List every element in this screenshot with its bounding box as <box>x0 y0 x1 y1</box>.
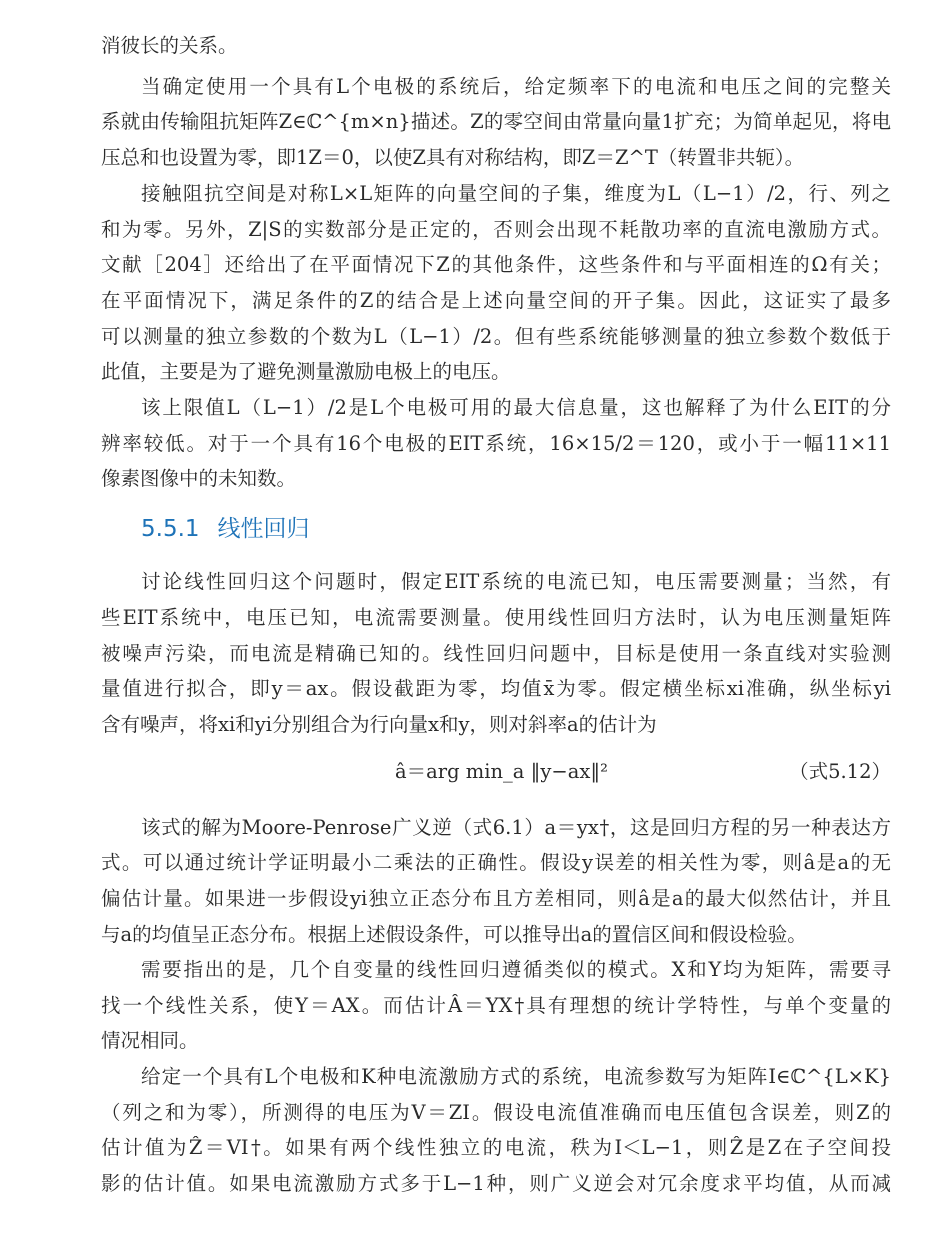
text-line: 系就由传输阻抗矩阵Z∈ℂ^{m×n}描述。Z的零空间由常量向量1扩充；为简单起见，将电 <box>101 110 891 133</box>
text-line: 文献［204］还给出了在平面情况下Z的其他条件，这些条件和与平面相连的Ω有关； <box>101 253 891 276</box>
equation-number: （式5.12） <box>789 760 891 783</box>
text-line: 些EIT系统中，电压已知，电流需要测量。使用线性回归方法时，认为电压测量矩阵 <box>101 606 891 629</box>
text-line: 压总和也设置为零，即1Z＝0，以使Z具有对称结构，即Z＝Z^T（转置非共轭）。 <box>101 146 805 169</box>
text-line: 该式的解为Moore-Penrose广义逆（式6.1）a＝yx†，这是回归方程的另一种表达方 <box>141 816 891 839</box>
text-line: 消彼长的关系。 <box>101 34 238 57</box>
text-line: 给定一个具有L个电极和K种电流激励方式的系统，电流参数写为矩阵I∈ℂ^{L×K} <box>141 1065 891 1088</box>
text-line: 情况相同。 <box>101 1029 199 1052</box>
text-line: 偏估计量。如果进一步假设yi独立正态分布且方差相同，则â是a的最大似然估计，并且 <box>101 887 891 910</box>
text-line: 当确定使用一个具有L个电极的系统后，给定频率下的电流和电压之间的完整关 <box>141 75 891 98</box>
text-line: 此值，主要是为了避免测量激励电极上的电压。 <box>101 360 511 383</box>
section-number: 5.5.1 <box>141 516 200 542</box>
text-line: 辨率较低。对于一个具有16个电极的EIT系统，16×15/2＝120，或小于一幅11×11 <box>101 432 891 455</box>
text-line: 被噪声污染，而电流是精确已知的。线性回归问题中，目标是使用一条直线对实验测 <box>101 642 891 665</box>
text-line: 接触阻抗空间是对称L×L矩阵的向量空间的子集，维度为L（L−1）/2，行、列之 <box>141 182 891 205</box>
text-line: 影的估计值。如果电流激励方式多于L−1种，则广义逆会对冗余度求平均值，从而减 <box>101 1172 891 1195</box>
text-line: 含有噪声，将xi和yi分别组合为行向量x和y，则对斜率a的估计为 <box>101 713 657 736</box>
text-line: 该上限值L（L−1）/2是L个电极可用的最大信息量，这也解释了为什么EIT的分 <box>141 396 891 419</box>
equation: â＝arg min_a ‖y−ax‖² <box>395 760 608 783</box>
text-line: 和为零。另外，Z|S的实数部分是正定的，否则会出现不耗散功率的直流电激励方式。 <box>101 218 891 241</box>
text-line: 讨论线性回归这个问题时，假定EIT系统的电流已知，电压需要测量；当然，有 <box>141 570 891 593</box>
text-line: 估计值为Ẑ＝VI†。如果有两个线性独立的电流，秩为I＜L−1，则Ẑ是Z在子空间投 <box>101 1136 891 1159</box>
text-line: 量值进行拟合，即y＝ax。假设截距为零，均值x̄为零。假定横坐标xi准确，纵坐标yi <box>101 677 891 700</box>
section-heading <box>141 514 310 544</box>
text-line: 式。可以通过统计学证明最小二乘法的正确性。假设y误差的相关性为零，则â是a的无 <box>101 851 891 874</box>
text-line: 找一个线性关系，使Y＝AX。而估计Â＝YX†具有理想的统计学特性，与单个变量的 <box>101 994 891 1017</box>
section-title: 线性回归 <box>217 516 310 542</box>
text-line: 在平面情况下，满足条件的Z的结合是上述向量空间的开子集。因此，这证实了最多 <box>101 289 891 312</box>
text-line: （列之和为零），所测得的电压为V＝ZI。假设电流值准确而电压值包含误差，则Z的 <box>101 1101 891 1124</box>
text-line: 像素图像中的未知数。 <box>101 467 297 490</box>
text-line: 与a的均值呈正态分布。根据上述假设条件，可以推导出a的置信区间和假设检验。 <box>101 923 807 946</box>
text-line: 需要指出的是，几个自变量的线性回归遵循类似的模式。X和Y均为矩阵，需要寻 <box>141 958 891 981</box>
text-line: 可以测量的独立参数的个数为L（L−1）/2。但有些系统能够测量的独立参数个数低于 <box>101 325 891 348</box>
